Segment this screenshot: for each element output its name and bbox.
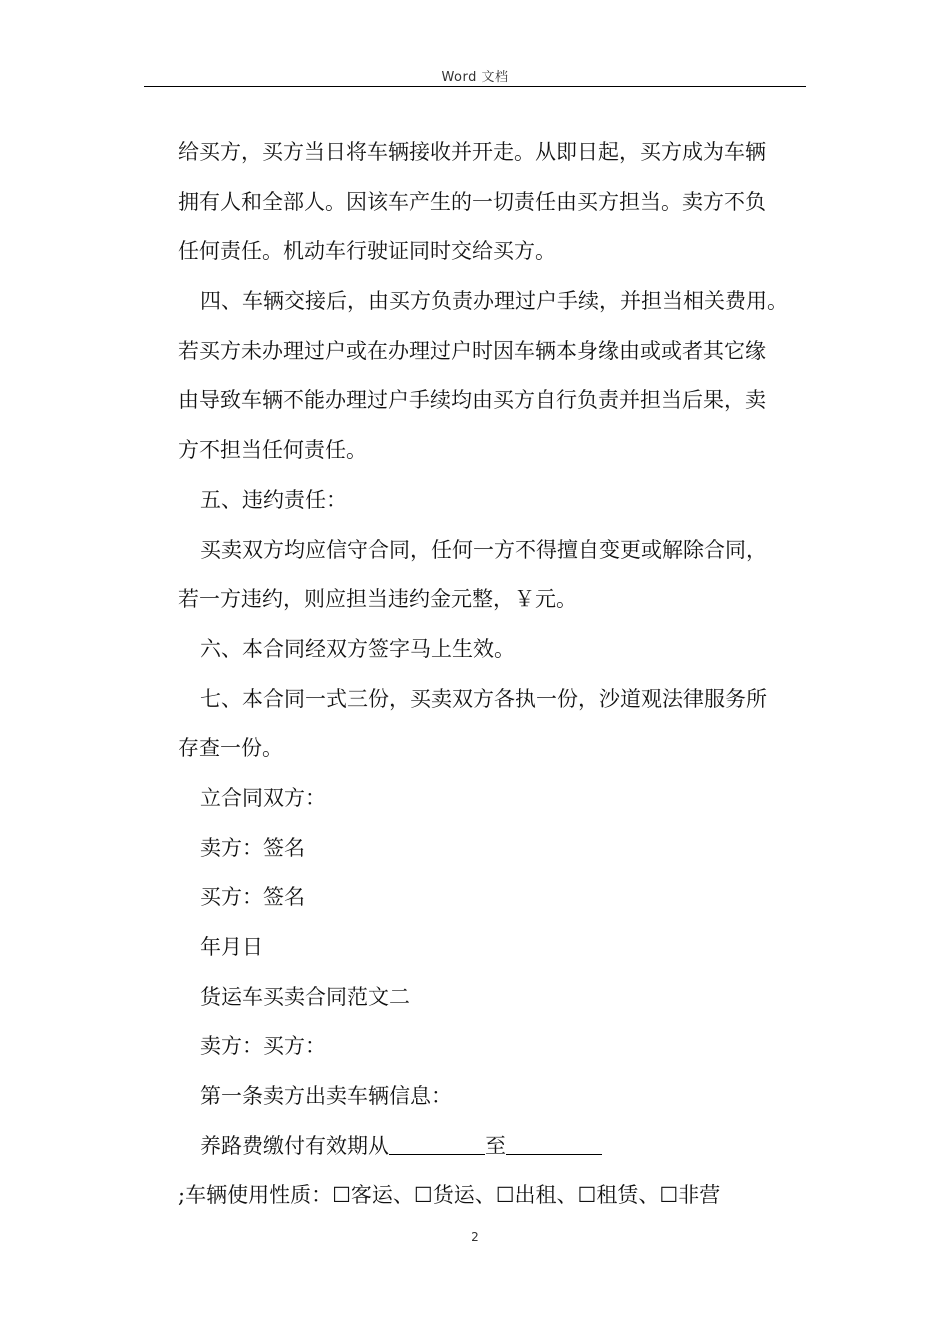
paragraph-line: 由导致车辆不能办理过户手续均由买方自行负责并担当后果，卖 — [178, 388, 766, 413]
signature-heading: 立合同双方： — [200, 785, 326, 810]
section-heading: 五、违约责任： — [200, 487, 347, 512]
date-line: 年月日 — [200, 935, 263, 959]
document-title: 货运车买卖合同范文二 — [200, 984, 410, 1009]
fee-start-blank — [389, 1134, 485, 1155]
paragraph-line: 四、车辆交接后，由买方负责办理过户手续，并担当相关费用。 — [200, 289, 788, 314]
paragraph-line: 买卖双方均应信守合同，任何一方不得擅自变更或解除合同， — [200, 537, 767, 562]
paragraph-line: 若买方未办理过户或在办理过户时因车辆本身缘由或或者其它缘 — [178, 338, 766, 363]
vehicle-usage-line: ;车辆使用性质：☐客运、☐货运、☐出租、☐租赁、☐非营 — [178, 1183, 721, 1208]
paragraph-line: 方不担当任何责任。 — [178, 438, 367, 463]
parties-line: 卖方：买方： — [200, 1034, 326, 1059]
fee-period-line — [178, 1122, 818, 1172]
seller-signature: 卖方：签名 — [200, 835, 305, 860]
paragraph-line: 任何责任。机动车行驶证同时交给买方。 — [178, 239, 556, 264]
document-body — [178, 128, 818, 1221]
fee-period-to-label: 至 — [485, 1133, 506, 1158]
paragraph-line: 拥有人和全部人。因该车产生的一切责任由买方担当。卖方不负 — [178, 189, 766, 214]
paragraph-line: 若一方违约，则应担当违约金元整，￥元。 — [178, 587, 577, 612]
fee-end-blank — [506, 1134, 602, 1155]
header-divider — [144, 86, 806, 87]
paragraph-line: 六、本合同经双方签字马上生效。 — [200, 636, 515, 661]
paragraph-line: 存查一份。 — [178, 736, 283, 761]
article-heading: 第一条卖方出卖车辆信息： — [200, 1084, 452, 1109]
buyer-signature: 买方：签名 — [200, 885, 305, 910]
paragraph-line: 七、本合同一式三份，买卖双方各执一份，沙道观法律服务所 — [200, 686, 767, 711]
page-number: 2 — [471, 1230, 479, 1244]
fee-period-label: 养路费缴付有效期从 — [200, 1133, 389, 1158]
paragraph-line: 给买方，买方当日将车辆接收并开走。从即日起，买方成为车辆 — [178, 140, 766, 164]
page-header: Word 文档 — [441, 70, 509, 85]
